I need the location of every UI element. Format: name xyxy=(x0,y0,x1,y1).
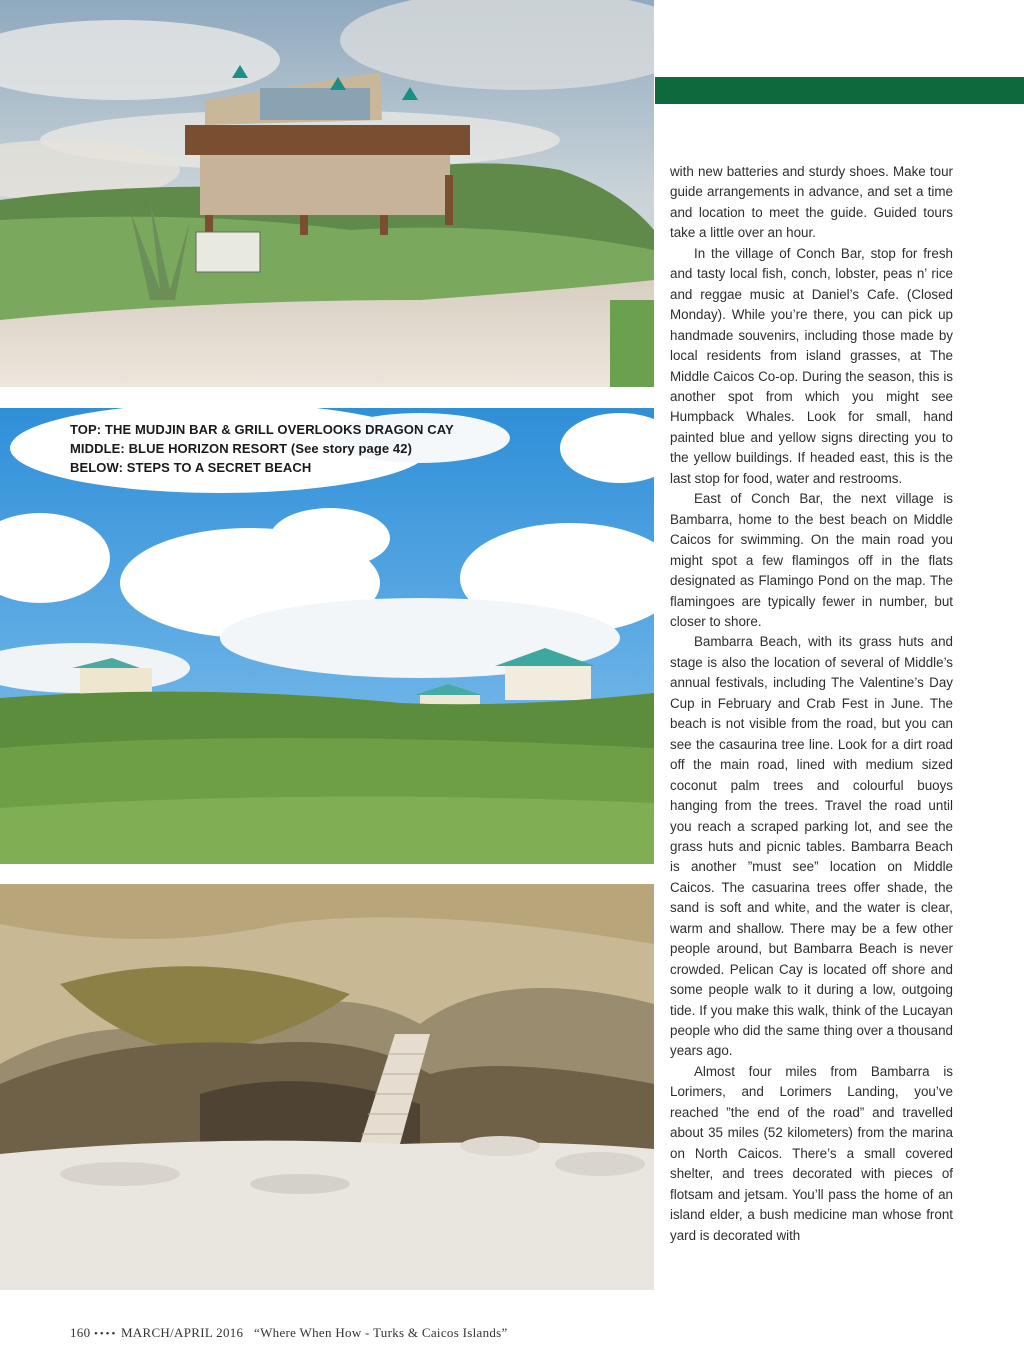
article-body xyxy=(670,162,953,1246)
caption-line-below: BELOW: STEPS TO A SECRET BEACH xyxy=(70,460,312,475)
mudjin-bar-grill-photo xyxy=(0,0,654,387)
article-paragraph: Bambarra Beach, with its grass huts and stage is also the location of several of Middle’s annual festivals, including The Valentine’s Day Cup in February and Crab Fest in June. The beach is not visible from the road, but you can see the casaurina tree line. Look for a dirt road off the main road, lined with medium sized coconut palm trees and colourful buoys hanging from the trees. Travel the road until you reach a scraped parking lot, and see the grass huts and picnic tables. Bambarra Beach is another ”must see” location on Middle Caicos. The casuarina trees offer shade, the sand is soft and white, and the water is clear, warm and shallow. There may be a few other people around, but Bambarra Beach is never crowded. Pelican Cay is located off shore and some people walk to it during a low, outgoing tide. If you make this walk, think of the Lucayan people who did the same thing over a thousand years ago. xyxy=(670,634,953,1059)
accent-bar xyxy=(655,77,1024,104)
article-paragraph: Almost four miles from Bambarra is Lorimers, and Lorimers Landing, you’ve reached ”the end of the road” and travelled about 35 miles (52 kilometers) from the marina on North Caicos. There’s a small covered shelter, and trees decorated with pieces of flotsam and jetsam. You’ll pass the home of an island elder, a bush medicine man whose front yard is decorated with xyxy=(670,1063,953,1243)
caption-line-top: TOP: THE MUDJIN BAR & GRILL OVERLOOKS DRAGON CAY xyxy=(70,422,454,437)
page-number: 160 xyxy=(70,1325,91,1340)
photo-caption xyxy=(70,420,470,477)
publication-name: “Where When How - Turks & Caicos Islands” xyxy=(254,1325,508,1340)
secret-beach-steps-photo xyxy=(0,884,654,1290)
article-paragraph: East of Conch Bar, the next village is Bambarra, home to the best beach on Middle Caicos for swimming. On the main road you might spot a few flamingos off in the flats designated as Flamingo Pond on the map. The flamingoes are typically fewer in number, but closer to shore. xyxy=(670,491,953,629)
issue-date: MARCH/APRIL 2016 xyxy=(120,1325,244,1340)
footer-dots: •••• xyxy=(93,1328,118,1340)
article-paragraph: In the village of Conch Bar, stop for fresh and tasty local fish, conch, lobster, peas n’ rice and reggae music at Daniel’s Cafe. (Closed Monday). While you’re there, you can pick up handmade souvenirs, including those made by local residents from island grasses, at The Middle Caicos Co-op. During the season, this is another spot from which you might see Humpback Whales. Look for small, hand painted blue and yellow signs directing you to the yellow buildings. If headed east, this is the last stop for food, water and restrooms. xyxy=(670,245,953,486)
article-paragraph: with new batteries and sturdy shoes. Make tour guide arrangements in advance, and set a time and location to meet the guide. Guided tours take a little over an hour. xyxy=(670,164,953,241)
page-footer xyxy=(70,1325,508,1341)
caption-line-middle: MIDDLE: BLUE HORIZON RESORT (See story page 42) xyxy=(70,441,413,456)
